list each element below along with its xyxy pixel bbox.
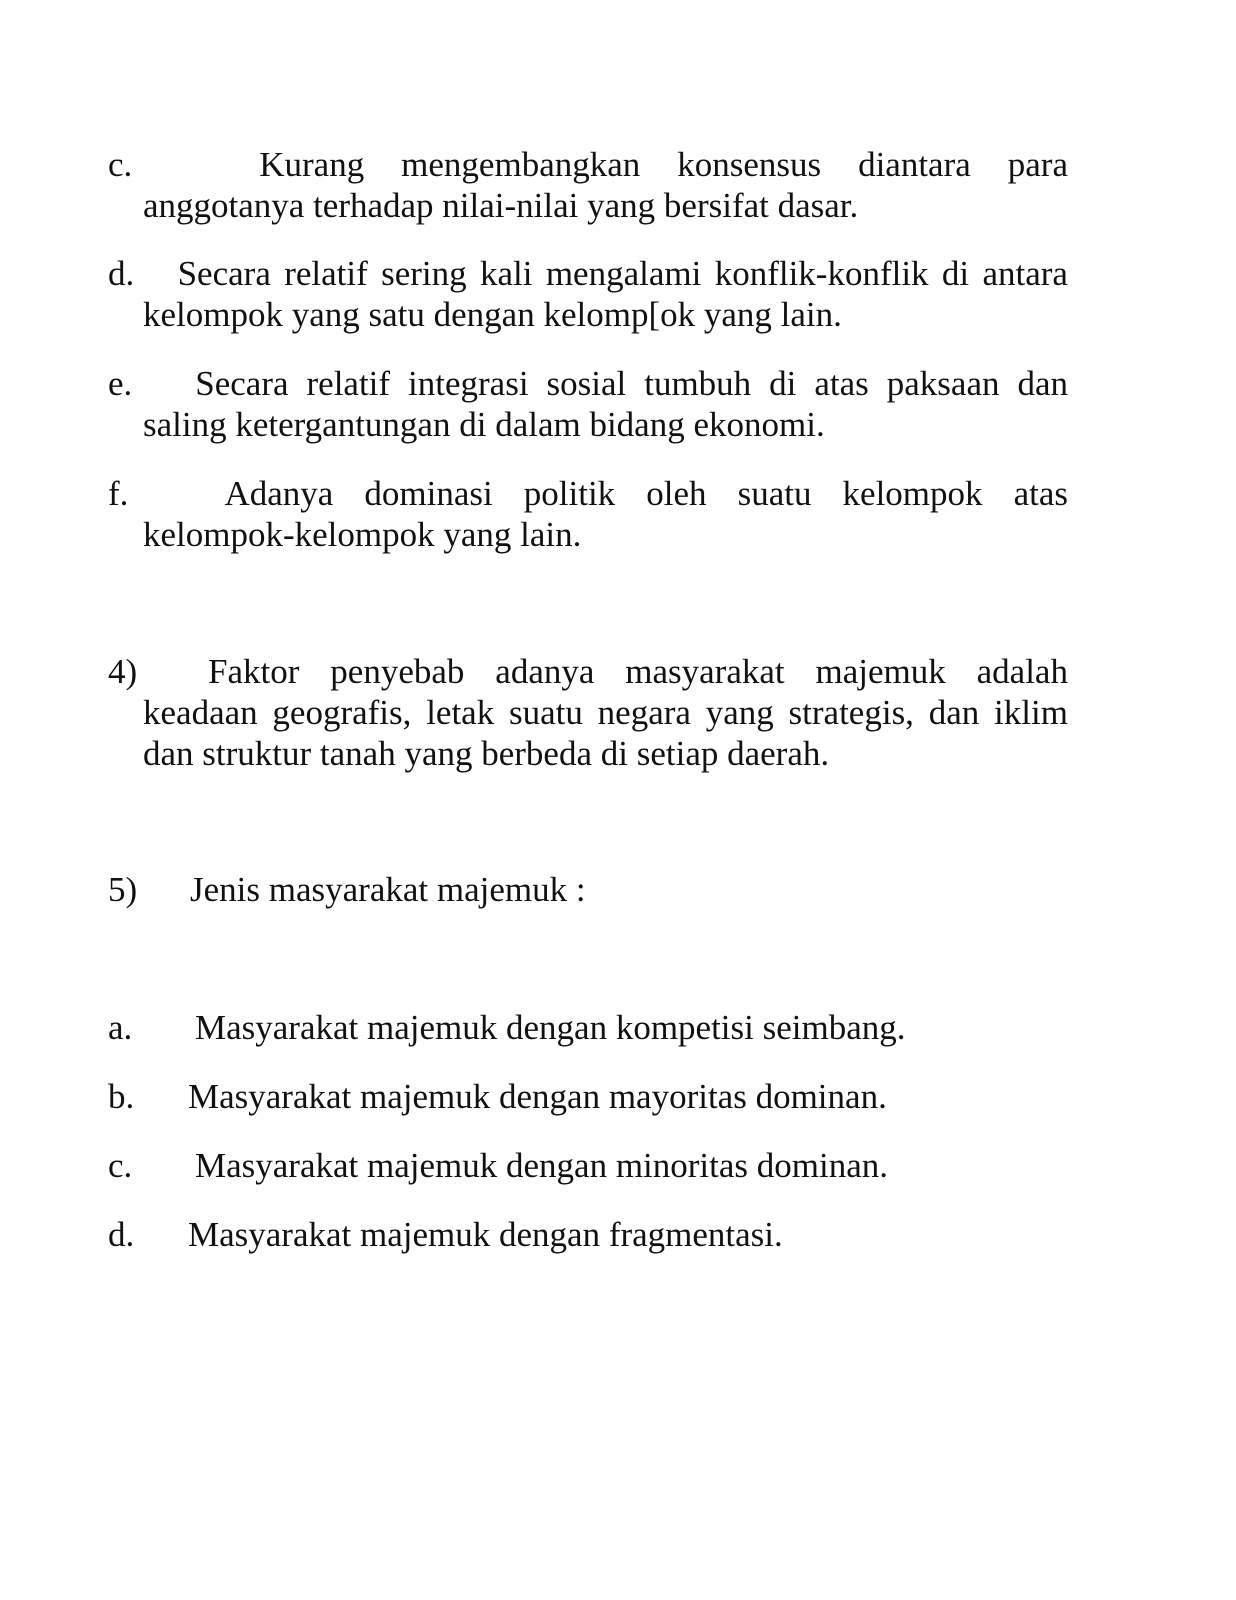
word: suatu — [737, 474, 812, 513]
word: adanya — [495, 652, 595, 691]
list-marker: c. — [108, 145, 133, 184]
word: diantara — [858, 145, 971, 184]
word: dan — [928, 693, 980, 732]
list-item-c2 — [108, 1145, 1068, 1186]
word: Adanya — [224, 474, 334, 513]
list-item-text: Masyarakat majemuk dengan mayoritas dominan. — [188, 1077, 887, 1116]
list-marker: b. — [108, 1077, 135, 1116]
word: atas — [814, 364, 869, 403]
word: suatu — [509, 693, 583, 732]
word: relatif — [284, 254, 368, 293]
word: Faktor — [208, 652, 300, 691]
word: relatif — [306, 364, 391, 403]
list-item-e-line-2: saling ketergantungan di dalam bidang ekonomi. — [143, 405, 825, 444]
list-item-b-line — [108, 1076, 1068, 1117]
list-item-d2 — [108, 1214, 1068, 1255]
point-5-text: Jenis masyarakat majemuk : — [190, 870, 586, 909]
point-5 — [108, 869, 1068, 910]
list-marker: d. — [108, 254, 135, 293]
word: geografis, — [272, 693, 412, 732]
list-marker: c. — [108, 1146, 133, 1185]
list-item-f — [108, 473, 1068, 555]
word: konsensus — [677, 145, 822, 184]
list-marker: d. — [108, 1215, 135, 1254]
list-item-e — [108, 363, 1068, 445]
list-marker: a. — [108, 1008, 133, 1047]
word: keadaan — [143, 693, 258, 732]
point-5-line — [108, 869, 1068, 910]
word: adalah — [976, 652, 1068, 691]
list-item-e-line-1 — [108, 363, 1068, 404]
point-4 — [108, 651, 1068, 774]
list-item-d-line-1 — [108, 253, 1068, 294]
word: mengembangkan — [401, 145, 641, 184]
list-item-text: Masyarakat majemuk dengan kompetisi seimbang. — [195, 1008, 906, 1047]
word: yang — [705, 693, 774, 732]
word: oleh — [646, 474, 707, 513]
word: sosial — [546, 364, 627, 403]
list-item-text: Masyarakat majemuk dengan minoritas dominan. — [195, 1146, 889, 1185]
word: Secara — [177, 254, 271, 293]
word: sering — [381, 254, 467, 293]
word: paksaan — [886, 364, 1000, 403]
word: negara — [597, 693, 691, 732]
word: kelompok — [842, 474, 983, 513]
point-marker: 5) — [108, 870, 138, 909]
word: dan — [1017, 364, 1068, 403]
list-item-c — [108, 144, 1068, 226]
word: integrasi — [408, 364, 529, 403]
list-item-d2-line — [108, 1214, 1068, 1255]
word: strategis, — [788, 693, 914, 732]
point-marker: 4) — [108, 652, 138, 691]
word: atas — [1013, 474, 1068, 513]
list-item-c-line-1 — [108, 144, 1068, 185]
word: penyebab — [330, 652, 465, 691]
list-marker: e. — [108, 364, 133, 403]
list-item-c-line-2: anggotanya terhadap nilai-nilai yang bersifat dasar. — [143, 186, 859, 225]
word: Secara — [195, 364, 289, 403]
word: tumbuh — [644, 364, 752, 403]
word: para — [1007, 145, 1068, 184]
list-item-d — [108, 253, 1068, 335]
list-item-d-line-2: kelompok yang satu dengan kelomp[ok yang lain. — [143, 295, 842, 334]
word: Kurang — [259, 145, 365, 184]
word: di — [769, 364, 797, 403]
point-4-line-3: dan struktur tanah yang berbeda di setiap daerah. — [143, 734, 830, 773]
list-item-c2-line — [108, 1145, 1068, 1186]
word: kali — [480, 254, 533, 293]
word: majemuk — [815, 652, 946, 691]
word: politik — [523, 474, 616, 513]
list-item-f-line-1 — [108, 473, 1068, 514]
list-item-a — [108, 1007, 1068, 1048]
list-item-b — [108, 1076, 1068, 1117]
word: masyarakat — [625, 652, 785, 691]
list-item-a-line — [108, 1007, 1068, 1048]
word: di — [941, 254, 970, 293]
word: mengalami — [545, 254, 702, 293]
word: konflik-konflik — [714, 254, 929, 293]
point-4-line-1 — [108, 651, 1068, 692]
list-item-text: Masyarakat majemuk dengan fragmentasi. — [188, 1215, 783, 1254]
list-item-f-line-2: kelompok-kelompok yang lain. — [143, 515, 582, 554]
point-4-line-2 — [108, 692, 1068, 733]
word: iklim — [994, 693, 1068, 732]
word: dominasi — [364, 474, 493, 513]
word: letak — [426, 693, 495, 732]
list-marker: f. — [108, 474, 129, 513]
word: antara — [982, 254, 1068, 293]
